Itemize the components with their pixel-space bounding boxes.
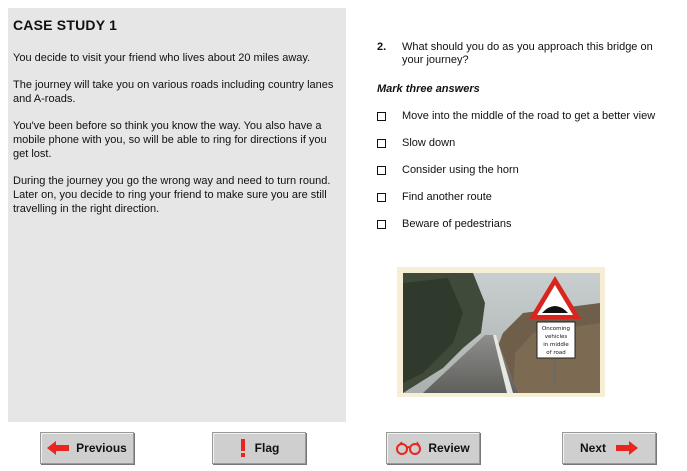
answer-label[interactable]: Move into the middle of the road to get a better view <box>402 110 656 122</box>
answer-option-4[interactable] <box>377 190 492 204</box>
case-study-paragraph: During the journey you go the wrong way and need to turn round. Later on, you decide to ring your friend to make sure you are still travelling in the right direction. <box>13 175 331 215</box>
answer-option-3[interactable] <box>377 163 519 177</box>
question-text: What should you do as you approach this bridge on your journey? <box>402 41 653 66</box>
case-study-panel <box>8 8 346 422</box>
glasses-icon <box>396 441 422 455</box>
sign-line: Oncoming <box>541 326 571 332</box>
exclamation-icon <box>239 439 247 457</box>
flag-button[interactable] <box>212 432 306 464</box>
question-photo-frame <box>397 267 605 397</box>
answer-checkbox[interactable] <box>377 220 386 229</box>
case-study-paragraph: You've been before so think you know the way. You also have a mobile phone with you, so will be able to ring for directions if you get lost. <box>13 120 327 160</box>
question-number: 2. <box>377 41 387 53</box>
review-button[interactable] <box>386 432 480 464</box>
previous-button[interactable] <box>40 432 134 464</box>
answer-checkbox[interactable] <box>377 193 386 202</box>
answer-checkbox[interactable] <box>377 139 386 148</box>
road-scene-illustration <box>403 273 600 393</box>
case-study-paragraph: You decide to visit your friend who lives about 20 miles away. <box>13 52 311 64</box>
answer-option-2[interactable] <box>377 136 455 150</box>
arrow-left-icon <box>47 441 69 455</box>
answer-checkbox[interactable] <box>377 112 386 121</box>
case-study-title: CASE STUDY 1 <box>13 17 118 33</box>
answer-label[interactable]: Consider using the horn <box>402 164 519 176</box>
previous-button-label: Previous <box>76 441 127 455</box>
answer-option-5[interactable] <box>377 217 511 231</box>
review-button-label: Review <box>428 441 470 455</box>
road-bridge-photo <box>403 273 600 393</box>
answer-checkbox[interactable] <box>377 166 386 175</box>
next-button-label: Next <box>579 441 606 455</box>
case-study-paragraph: The journey will take you on various roads including country lanes and A-roads. <box>13 79 334 105</box>
answer-label[interactable]: Beware of pedestrians <box>402 218 512 230</box>
next-button[interactable] <box>562 432 656 464</box>
sign-line: of road <box>546 350 566 356</box>
arrow-right-icon <box>616 441 638 455</box>
flag-button-label: Flag <box>254 441 280 455</box>
sign-line: vehicles <box>544 334 568 340</box>
answer-option-1[interactable] <box>377 109 655 123</box>
sign-line: in middle <box>543 342 569 348</box>
answer-instruction: Mark three answers <box>377 83 480 95</box>
answer-label[interactable]: Slow down <box>402 137 456 149</box>
answer-label[interactable]: Find another route <box>402 191 492 203</box>
